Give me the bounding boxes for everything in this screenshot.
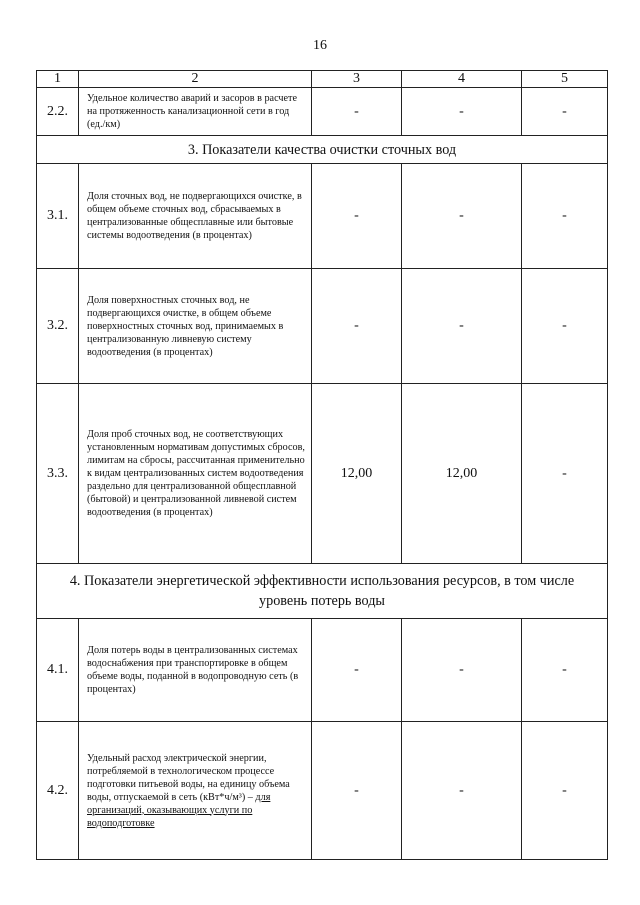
header-col-2: 2 xyxy=(79,71,312,88)
row-description: Удельное количество аварий и засоров в расчете на протяженность канализационной сети в год (ед./км) xyxy=(79,88,312,136)
row-description: Доля потерь воды в централизованных системах водоснабжения при транспортировке в общем объеме воды, поданной в водопроводную сеть (в процентах) xyxy=(79,619,312,722)
value-col-4: - xyxy=(402,164,522,269)
row-description: Доля сточных вод, не подвергающихся очистке, в общем объеме сточных вод, сбрасываемых в централизованные общесплавные или бытовые системы водоотведения (в процентах) xyxy=(79,164,312,269)
value-col-5: - xyxy=(522,269,608,384)
value-col-3: - xyxy=(312,722,402,860)
table-row xyxy=(37,164,608,269)
value-col-3: - xyxy=(312,88,402,136)
table-row xyxy=(37,384,608,564)
value-col-5: - xyxy=(522,164,608,269)
value-col-5: - xyxy=(522,88,608,136)
value-col-3: - xyxy=(312,619,402,722)
section-heading-row xyxy=(37,136,608,164)
indicators-table xyxy=(36,70,608,860)
row-description: Доля поверхностных сточных вод, не подвергающихся очистке, в общем объеме поверхностных сточных вод, принимаемых в централизованную ливневую систему водоотведения (в процентах) xyxy=(79,269,312,384)
row-number: 2.2. xyxy=(37,88,79,136)
value-col-3: - xyxy=(312,269,402,384)
row-description-underlined: для организаций, оказывающих услуги по водоподготовке xyxy=(87,791,271,829)
value-col-5: - xyxy=(522,384,608,564)
value-col-3: - xyxy=(312,164,402,269)
value-col-4: - xyxy=(402,722,522,860)
value-col-4: - xyxy=(402,269,522,384)
row-description: Доля проб сточных вод, не соответствующих установленным нормативам допустимых сбросов, лимитам на сбросы, рассчитанная применительно к видам централизованных систем водоотведения раздельно для централизованной общесплавной (бытовой) и централизованной ливневой систем водоотведения (в процентах) xyxy=(79,384,312,564)
value-col-4: 12,00 xyxy=(402,384,522,564)
value-col-3: 12,00 xyxy=(312,384,402,564)
section-heading-row xyxy=(37,564,608,619)
table-row xyxy=(37,722,608,860)
section-4-title: 4. Показатели энергетической эффективности использования ресурсов, в том числе уровень потерь воды xyxy=(37,564,608,619)
table-row xyxy=(37,269,608,384)
header-col-5: 5 xyxy=(522,71,608,88)
row-number: 3.1. xyxy=(37,164,79,269)
row-description xyxy=(79,722,312,860)
row-number: 4.1. xyxy=(37,619,79,722)
header-row xyxy=(37,71,608,88)
header-col-1: 1 xyxy=(37,71,79,88)
row-number: 3.3. xyxy=(37,384,79,564)
row-number: 3.2. xyxy=(37,269,79,384)
table-row xyxy=(37,619,608,722)
row-description-text: Удельный расход электрической энергии, потребляемой в технологическом процессе подготовки питьевой воды, на единицу объема воды, отпускаемой в сеть (кВт*ч/м³) – xyxy=(87,752,290,803)
value-col-4: - xyxy=(402,619,522,722)
row-number: 4.2. xyxy=(37,722,79,860)
value-col-5: - xyxy=(522,619,608,722)
header-col-4: 4 xyxy=(402,71,522,88)
page-number: 16 xyxy=(313,38,327,53)
header-col-3: 3 xyxy=(312,71,402,88)
section-3-title: 3. Показатели качества очистки сточных вод xyxy=(37,136,608,164)
value-col-4: - xyxy=(402,88,522,136)
table-row xyxy=(37,88,608,136)
value-col-5: - xyxy=(522,722,608,860)
